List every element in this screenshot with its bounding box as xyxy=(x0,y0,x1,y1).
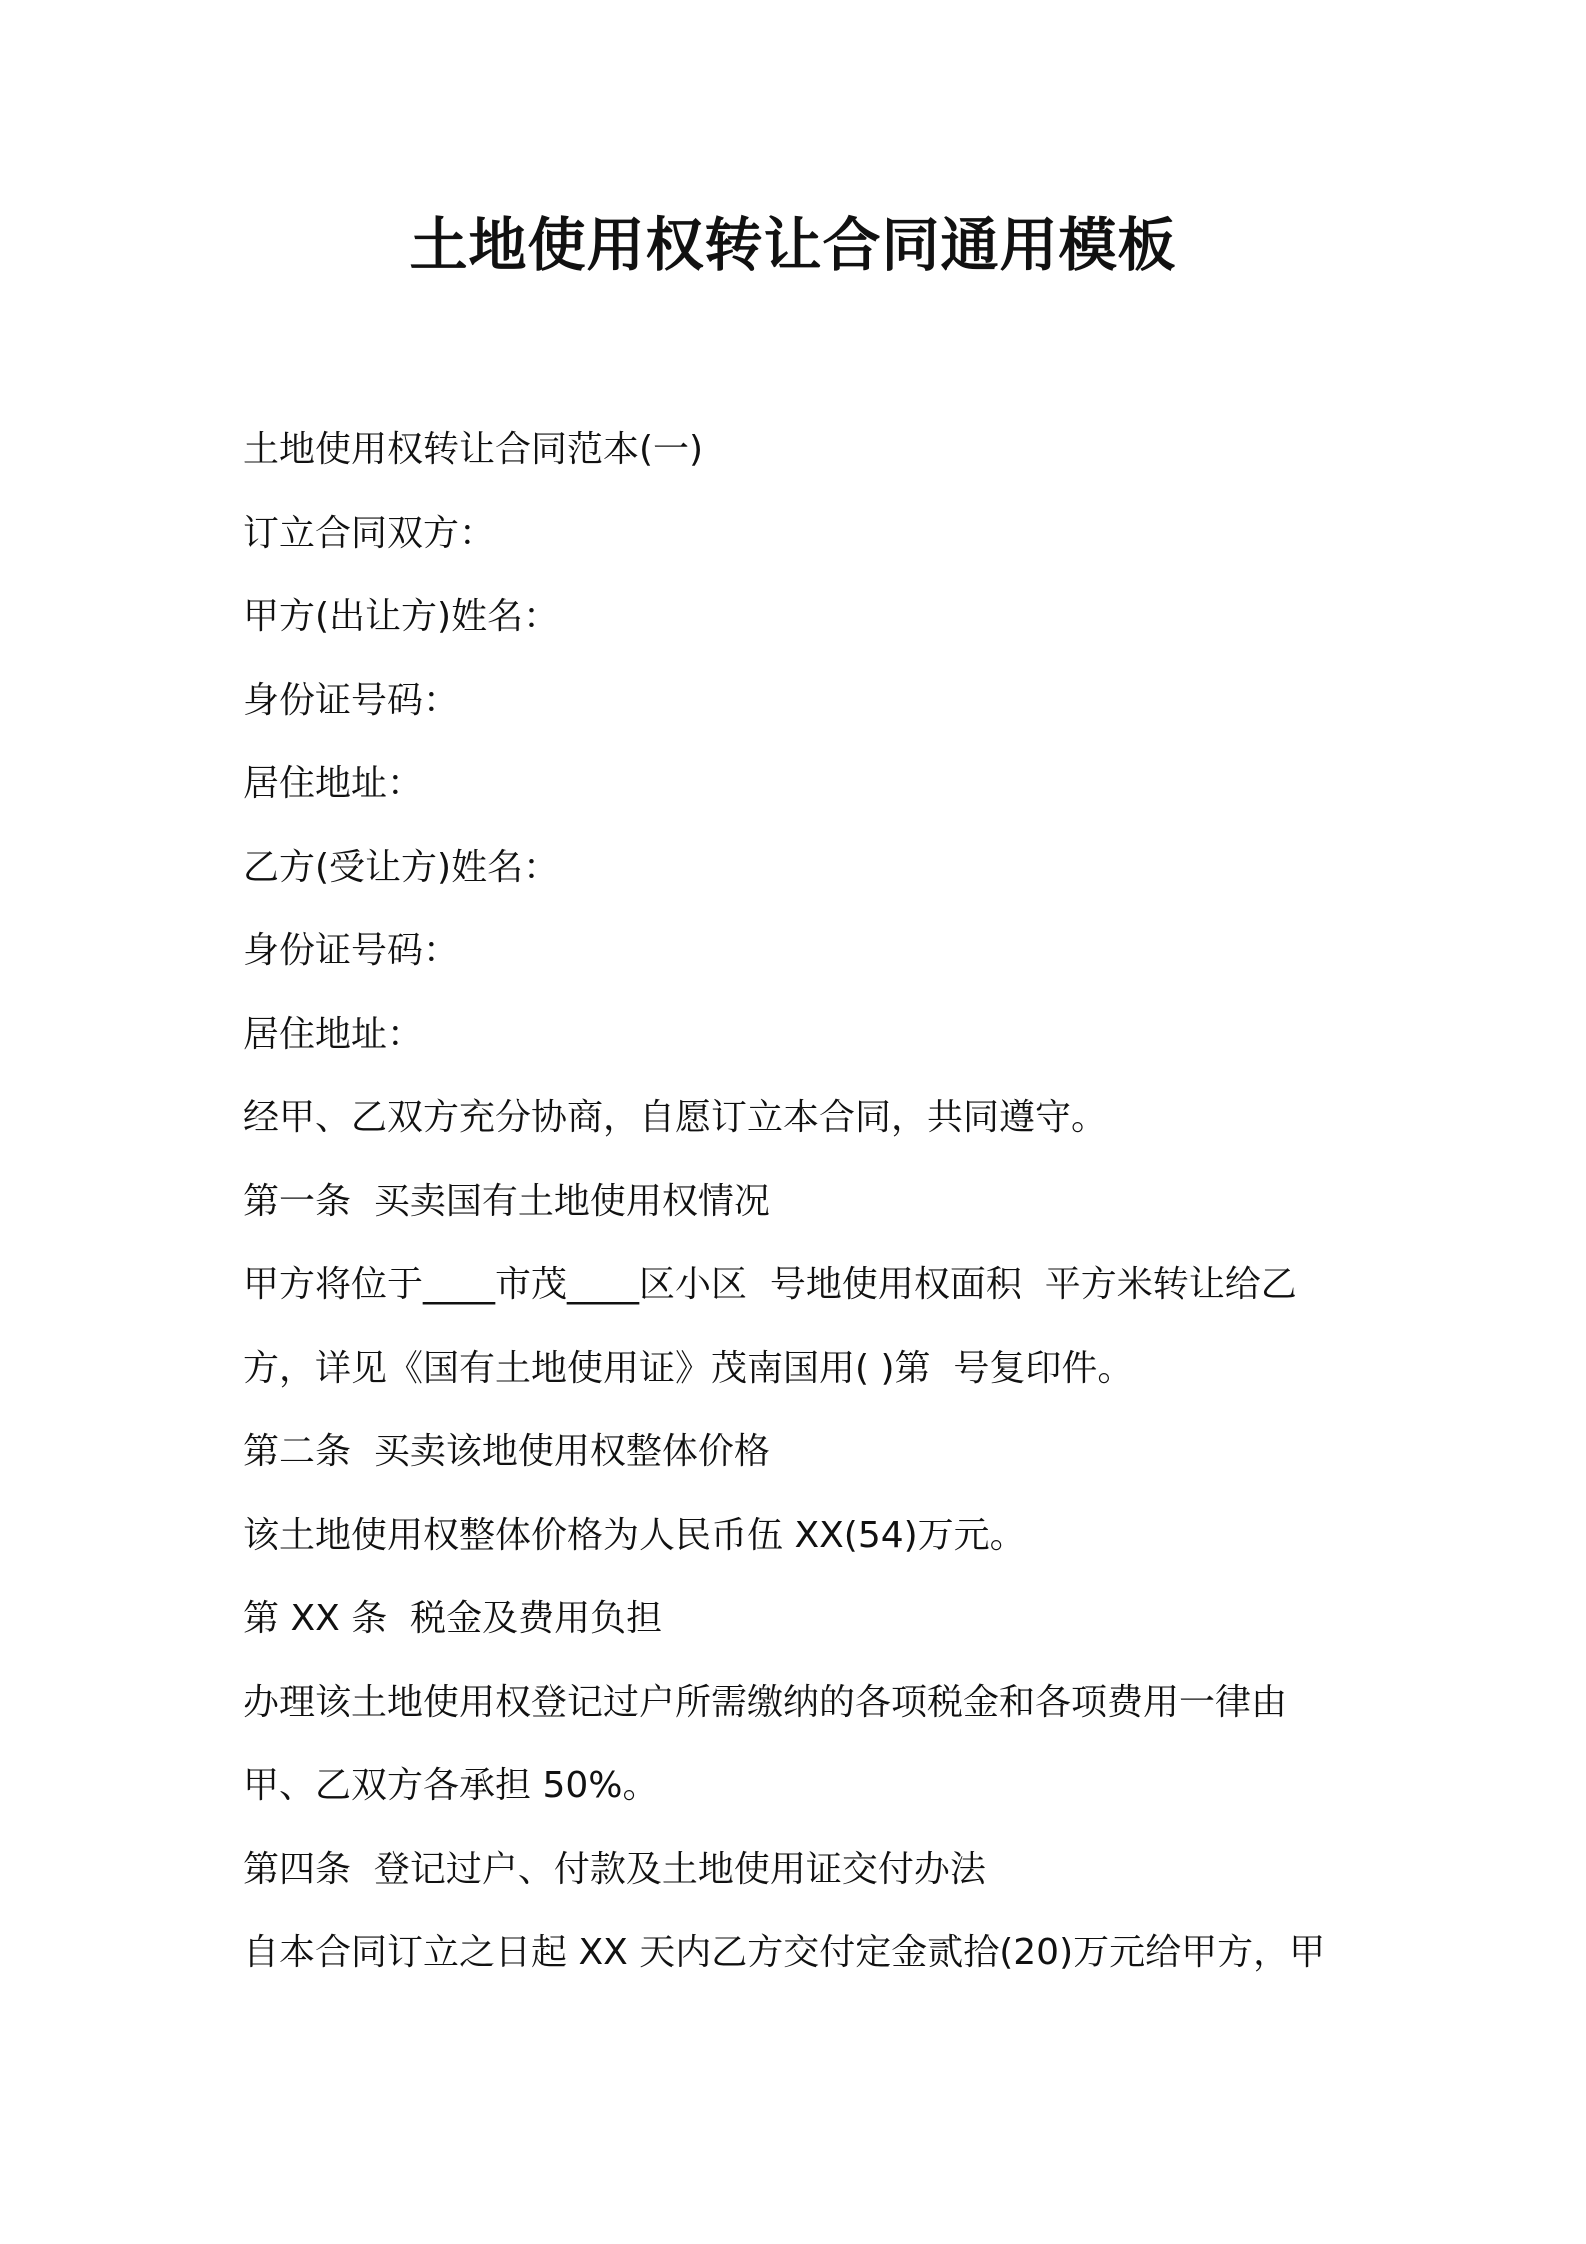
text-line: 甲方将位于____市茂____区小区 号地使用权面积 平方米转让给乙 xyxy=(243,1264,1297,1305)
text-line: 居住地址： xyxy=(243,763,424,804)
text-line: 乙方(受让方)姓名： xyxy=(243,846,560,888)
text-line: 土地使用权转让合同范本(一) xyxy=(243,429,704,470)
document-title: 土地使用权转让合同通用模板 xyxy=(409,211,1177,279)
text-line: 该土地使用权整体价格为人民币伍 XX(54)万元。 xyxy=(243,1514,1026,1556)
text-line: 身份证号码： xyxy=(243,930,460,971)
text-line: 办理该土地使用权登记过户所需缴纳的各项税金和各项费用一律由 xyxy=(243,1681,1288,1723)
text-line: 方，详见《国有土地使用证》茂南国用( )第 号复印件。 xyxy=(243,1347,1134,1389)
text-line: 居住地址： xyxy=(243,1013,424,1055)
text-line: 经甲、乙双方充分协商，自愿订立本合同，共同遵守。 xyxy=(243,1097,1108,1138)
text-line: 第二条 买卖该地使用权整体价格 xyxy=(243,1431,770,1472)
text-line: 甲、乙双方各承担 50%。 xyxy=(243,1765,659,1806)
text-line: 身份证号码： xyxy=(243,679,460,721)
text-line: 甲方(出让方)姓名： xyxy=(243,596,560,637)
text-line: 第一条 买卖国有土地使用权情况 xyxy=(243,1180,770,1222)
text-line: 第 XX 条 税金及费用负担 xyxy=(243,1598,663,1639)
text-line: 第四条 登记过户、付款及土地使用证交付办法 xyxy=(243,1848,986,1890)
document-body xyxy=(243,408,1363,1995)
text-line: 自本合同订立之日起 XX 天内乙方交付定金贰拾(20)万元给甲方，甲 xyxy=(243,1932,1326,1973)
text-line: 订立合同双方： xyxy=(243,512,496,554)
